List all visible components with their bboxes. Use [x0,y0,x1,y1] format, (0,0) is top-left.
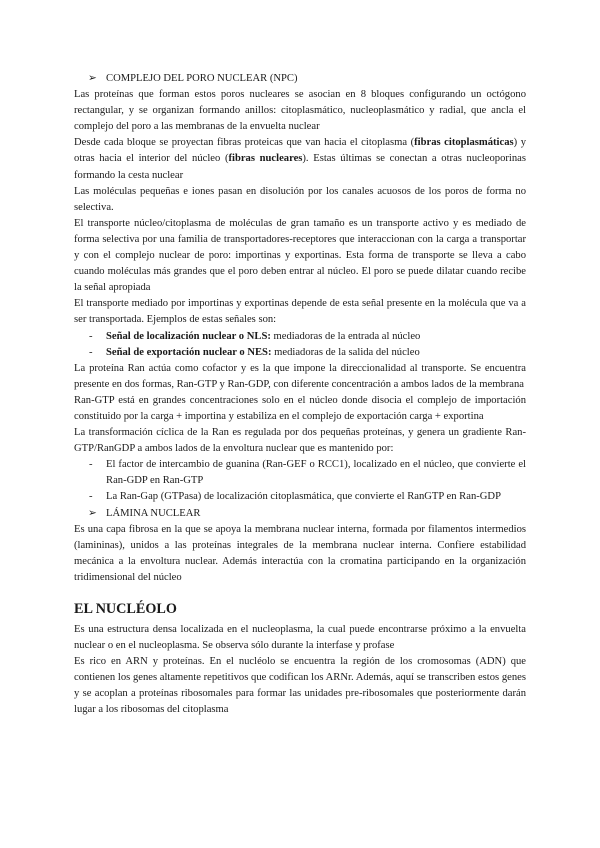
list-item: - La Ran-Gap (GTPasa) de localización citoplasmática, que convierte el RanGTP en Ran-GDP [89,491,501,503]
list-item: - Señal de exportación nuclear o NES: mediadoras de la salida del núcleo [89,346,420,358]
npc-paragraph-structure: Las proteínas que forman estos poros nucleares se asocian en 8 bloques configurando un octógono rectangular, y se organizan formando anillos: citoplasmático, nucleoplasmático y radial, que ancla el complejo del poro a las membranas de la envuelta nuclear [74,89,526,133]
document-content [74,71,526,719]
list-item: - El factor de intercambio de guanina (Ran-GEF o RCC1), localizado en el núcleo, que convierte el Ran-GDP en Ran-GTP [89,459,526,487]
npc-paragraph-small-molecules: Las moléculas pequeñas e iones pasan en disolución por los canales acuosos de los poros de forma no selectiva. [74,185,526,213]
arrow-bullet-icon: ➢ [88,507,97,519]
lamina-heading [74,506,526,522]
list-item: - Señal de localización nuclear o NLS: mediadoras de la entrada al núcleo [89,330,421,342]
regulators-list [74,457,526,505]
term-nes: Señal de exportación nuclear o NES: [106,346,272,358]
term-fibras-nucleares: fibras nucleares [228,153,303,165]
npc-paragraph-signals-intro: El transporte mediado por importinas y exportinas depende de esta señal presente en la molécula que va a ser transportada. Ejemplos de estas señales son: [74,298,526,326]
npc-paragraph-ran-cycle: La transformación cíclica de la Ran es regulada por dos pequeñas proteínas, y genera un gradiente Ran-GTP/RanGDP a ambos lados de la envoltura nuclear que es mantenido por: [74,427,526,455]
term-nls: Señal de localización nuclear o NLS: [106,330,271,342]
signals-list [74,329,526,361]
npc-paragraph-fibers: Desde cada bloque se proyectan fibras proteicas que van hacia el citoplasma (fibras citoplasmáticas) y otras hacia el interior del núcleo (fibras nucleares). Estas últimas se conectan a otras nucleoporinas formando la cesta nuclear [74,137,526,181]
nucleolo-paragraph-definition: Es una estructura densa localizada en el nucleoplasma, la cual puede encontrarse próximo a la envuelta nuclear o en el nucleoplasma. Se observa sólo durante la interfase y profase [74,624,526,652]
section-title-nucleolo: EL NUCLÉOLO [74,601,177,617]
npc-heading-text: COMPLEJO DEL PORO NUCLEAR (NPC) [106,73,298,84]
term-fibras-citoplasmaticas: fibras citoplasmáticas [414,137,514,149]
npc-heading [74,71,526,87]
nucleolo-paragraph-composition: Es rico en ARN y proteínas. En el nucléolo se encuentra la región de los cromosomas (ADN) que contienen los genes altamente repetitivos que codifican los ARNr. Además, aquí se transcriben estos genes y se acoplan a proteínas ribosomales para formar las unidades pre-ribosomales que posteriormente darán lugar a los ribosomas del citoplasma [74,656,526,716]
npc-paragraph-ran-gtp: Ran-GTP está en grandes concentraciones solo en el núcleo donde disocia el complejo de importación constituido por la carga + importina y estabiliza en el complejo de exportación carga + exportina [74,394,526,422]
lamina-paragraph: Es una capa fibrosa en la que se apoya la membrana nuclear interna, formada por filamentos intermedios (lamininas), unidos a las proteínas integrales de la membrana nuclear interna. Confiere estabilidad mecánica a la envoltura nuclear. Además interactúa con la cromatina participando en la organización tridimensional del núcleo [74,523,526,583]
arrow-bullet-icon: ➢ [88,73,97,84]
npc-paragraph-active-transport: El transporte núcleo/citoplasma de moléculas de gran tamaño es un transporte activo y es mediado de forma selectiva por una familia de transportadores-receptores que interaccionan con la carga a transportar y con el complejo nuclear de poro: importinas y exportinas. Esta forma de transporte se lleva a cabo cuando moléculas más grandes que el poro deben entrar al núcleo. El poro se puede dilatar cuando recibe la señal apropiada [74,217,526,294]
npc-paragraph-ran: La proteína Ran actúa como cofactor y es la que impone la direccionalidad al transporte. Se encuentra presente en dos formas, Ran-GTP y Ran-GDP, con diferente concentración a ambos lados de la membrana [74,362,526,390]
lamina-heading-text: LÁMINA NUCLEAR [106,507,201,519]
